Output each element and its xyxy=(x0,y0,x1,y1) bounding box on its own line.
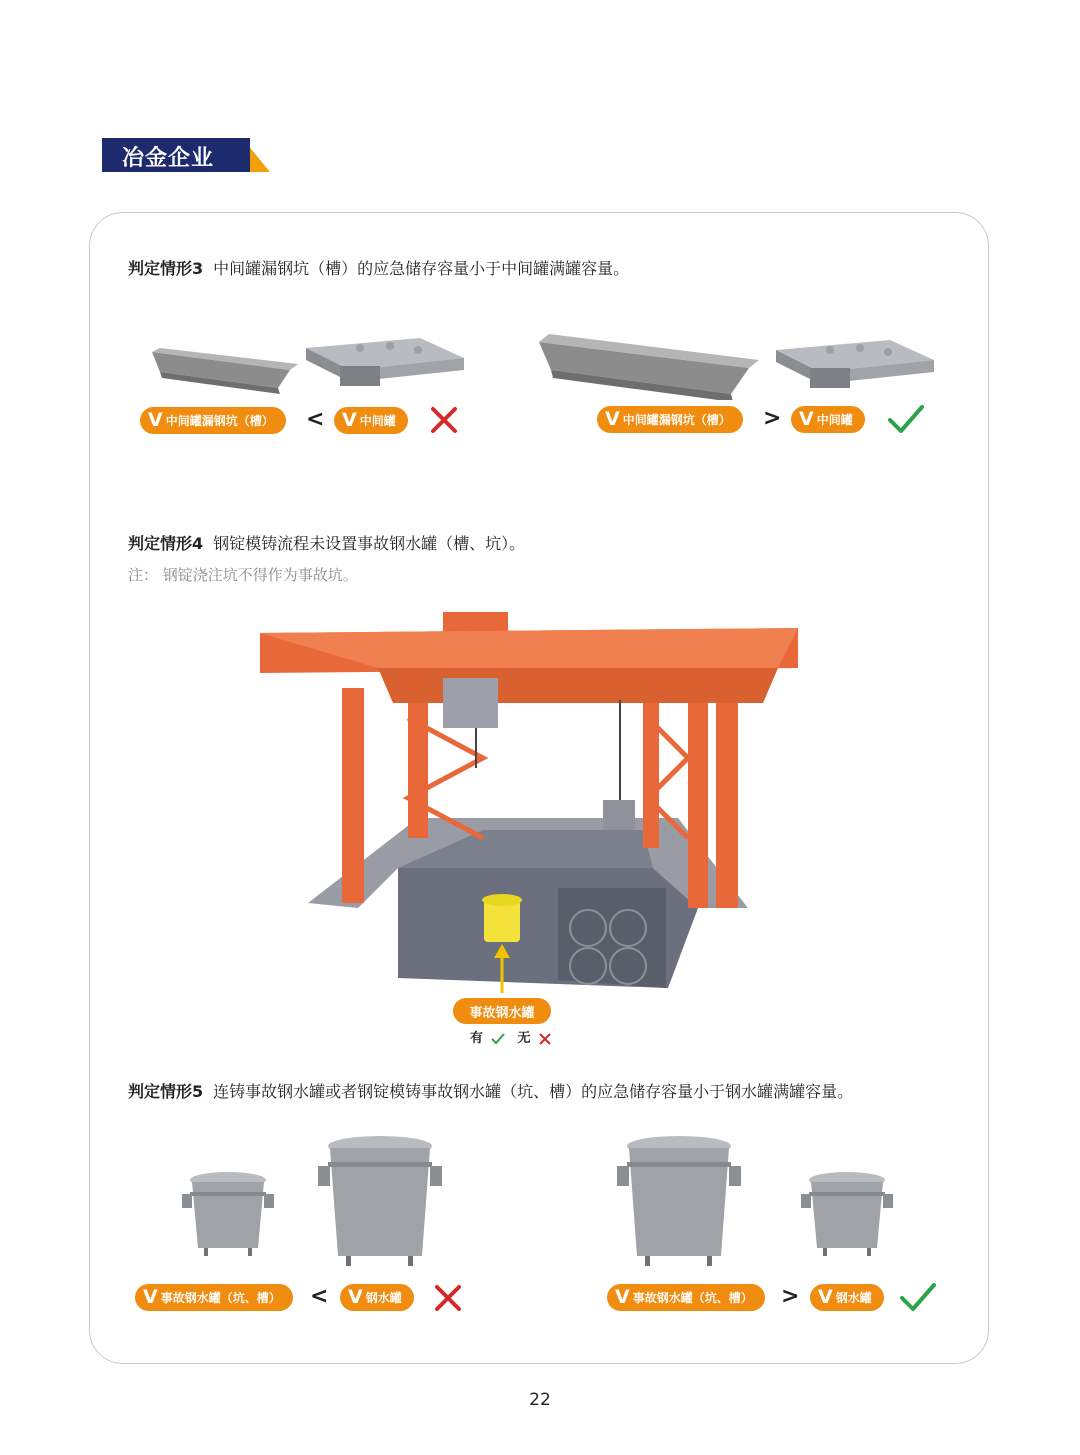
pill-v-icon: V xyxy=(818,1286,833,1308)
check-icon xyxy=(886,402,926,436)
cross-icon xyxy=(428,404,460,436)
case5-right-operator: > xyxy=(781,1284,800,1309)
ladle-small-icon xyxy=(182,1172,274,1256)
case3-right-pill-pit xyxy=(597,406,743,433)
pill-v-icon: V xyxy=(348,1286,363,1308)
emergency-ladle-icon xyxy=(482,894,522,942)
legend-none-label: 无 xyxy=(517,1031,531,1046)
legend-none xyxy=(518,1031,551,1046)
pill-v-icon: V xyxy=(148,409,163,431)
ladle-large-icon xyxy=(318,1136,442,1266)
case3-heading xyxy=(128,256,629,279)
pill-label: 钢水罐 xyxy=(365,1291,402,1305)
case3-left-pill-tundish xyxy=(334,407,408,434)
case4-text: 钢锭模铸流程未设置事故钢水罐（槽、坑）。 xyxy=(213,534,526,553)
case5-left-operator: < xyxy=(310,1284,329,1309)
case5-left-pill-emergency xyxy=(135,1284,293,1311)
section-tag xyxy=(102,138,268,172)
cross-icon xyxy=(539,1033,551,1045)
ingot-casting-crane-illustration xyxy=(258,608,803,993)
case3-right-operator: > xyxy=(763,406,782,431)
pill-v-icon: V xyxy=(615,1286,630,1308)
have-none-legend xyxy=(470,1027,559,1046)
case3-right-pill-tundish xyxy=(791,406,865,433)
pill-label: 事故钢水罐（坑、槽） xyxy=(160,1291,281,1305)
pill-label: 钢水罐 xyxy=(835,1291,872,1305)
case5-left-illustration xyxy=(180,1132,450,1272)
case4-note: 注： 钢锭浇注坑不得作为事故坑。 xyxy=(128,566,358,584)
pill-label: 中间罐 xyxy=(816,413,853,427)
ladle-small-icon xyxy=(801,1172,893,1256)
case3-left-pill-pit xyxy=(140,407,286,434)
page-number: 22 xyxy=(529,1390,551,1410)
case5-right-pill-ladle xyxy=(810,1284,884,1311)
case5-text: 连铸事故钢水罐或者钢锭模铸事故钢水罐（坑、槽）的应急储存容量小于钢水罐满罐容量。 xyxy=(213,1082,854,1101)
legend-have-label: 有 xyxy=(470,1031,484,1046)
pill-label: 中间罐漏钢坑（槽） xyxy=(622,413,731,427)
case5-left-pill-ladle xyxy=(340,1284,414,1311)
tundish-icon xyxy=(306,338,464,386)
case3-right-illustration xyxy=(535,316,935,400)
tundish-pit-small-icon xyxy=(152,348,298,394)
pill-v-icon: V xyxy=(605,408,620,430)
case4-heading xyxy=(128,531,525,554)
case3-left-operator: < xyxy=(306,407,325,432)
pill-label: 中间罐 xyxy=(359,414,396,428)
check-icon xyxy=(491,1033,505,1045)
pill-v-icon: V xyxy=(342,409,357,431)
check-icon xyxy=(898,1280,938,1314)
pill-label: 中间罐漏钢坑（槽） xyxy=(165,414,274,428)
section-title: 冶金企业 xyxy=(122,146,215,171)
ladle-large-icon xyxy=(617,1136,741,1266)
tundish-icon xyxy=(776,340,934,388)
cross-icon xyxy=(432,1282,464,1314)
emergency-ladle-label: 事故钢水罐 xyxy=(453,998,551,1024)
case3-text: 中间罐漏钢坑（槽）的应急储存容量小于中间罐满罐容量。 xyxy=(213,259,630,278)
case5-number: 判定情形5 xyxy=(128,1082,204,1101)
case3-number: 判定情形3 xyxy=(128,259,204,278)
pill-v-icon: V xyxy=(143,1286,158,1308)
pill-label: 事故钢水罐（坑、槽） xyxy=(632,1291,753,1305)
case5-right-illustration xyxy=(615,1132,895,1272)
case5-heading xyxy=(128,1079,853,1102)
case5-right-pill-emergency xyxy=(607,1284,765,1311)
tundish-pit-large-icon xyxy=(539,334,759,400)
pill-v-icon: V xyxy=(799,408,814,430)
case3-left-illustration xyxy=(140,330,480,400)
case4-number: 判定情形4 xyxy=(128,534,204,553)
legend-have xyxy=(470,1031,505,1046)
